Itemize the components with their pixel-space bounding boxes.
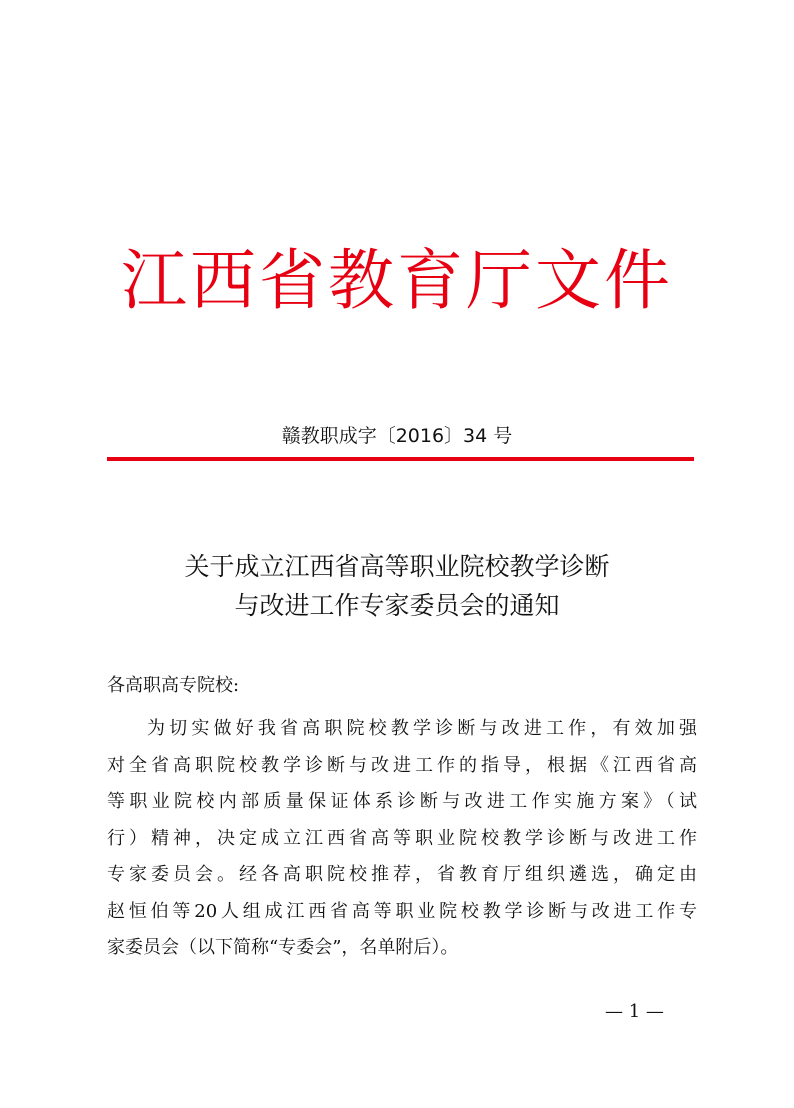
- page-number: — 1 —: [605, 1001, 664, 1022]
- body-line: 行）精神，决定成立江西省高等职业院校教学诊断与改进工作: [107, 827, 697, 849]
- salutation: 各高职高专院校:: [107, 675, 240, 696]
- document-number: 赣教职成字〔2016〕34 号: [281, 425, 513, 447]
- notice-title-line-1: 关于成立江西省高等职业院校教学诊断: [184, 552, 610, 581]
- body-line: 赵恒伯等20人组成江西省高等职业院校教学诊断与改进工作专: [107, 900, 697, 922]
- body-line: 等职业院校内部质量保证体系诊断与改进工作实施方案》（试: [107, 791, 697, 812]
- notice-title: [0, 547, 794, 625]
- body-line: 家委员会（以下简称“专委会”，名单附后）。: [107, 937, 459, 958]
- body-line: 为切实做好我省高职院校教学诊断与改进工作，有效加强: [147, 718, 697, 739]
- body-line: 专家委员会。经各高职院校推荐，省教育厅组织遴选，确定由: [107, 864, 697, 885]
- notice-title-line-2: 与改进工作专家委员会的通知: [234, 591, 560, 620]
- body-line: 对全省高职院校教学诊断与改进工作的指导，根据《江西省高: [107, 754, 697, 776]
- red-divider-line: [107, 457, 694, 461]
- document-masthead: 江西省教育厅文件: [121, 242, 673, 319]
- body-paragraph: [107, 711, 697, 967]
